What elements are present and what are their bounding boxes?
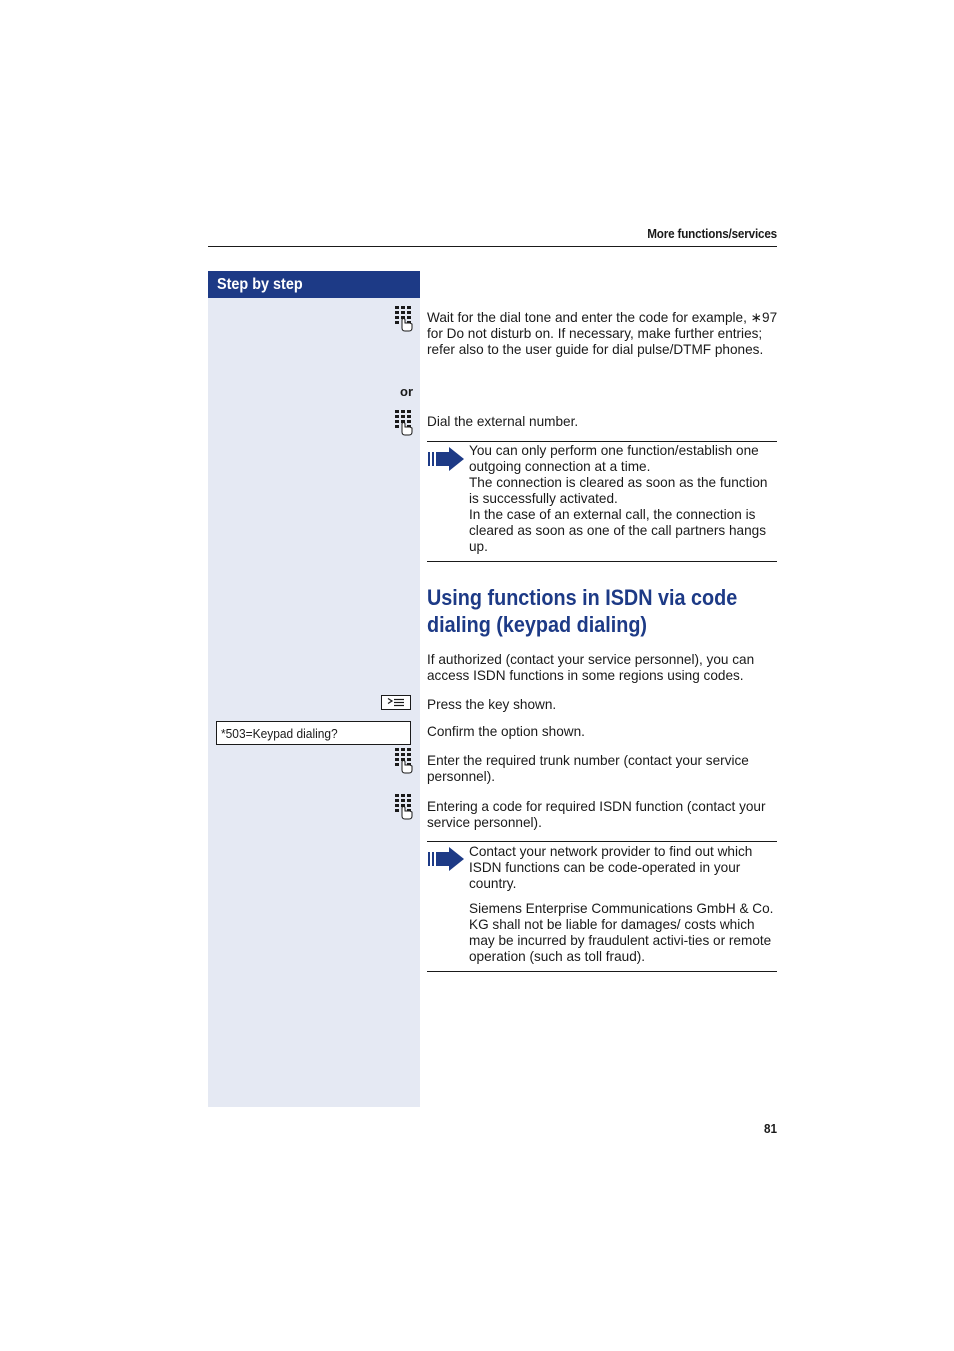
keypad-icon — [394, 794, 414, 820]
note-rule-top — [427, 841, 777, 842]
section-title: Using functions in ISDN via code dialing (keypad dialing) — [427, 585, 738, 637]
dial-code-text: Wait for the dial tone and enter the code for example, ∗97 for Do not disturb on. If necessary, make further entries; refer also to the user guide for dial pulse/DTMF phones. — [427, 310, 778, 357]
header-rule — [208, 246, 777, 247]
note2-paragraph-1: Contact your network provider to find out which ISDN functions can be code-operated in your country. — [469, 844, 753, 891]
option-box-keypad-dialing[interactable]: *503=Keypad dialing? — [216, 721, 411, 745]
dial-external-text: Dial the external number. — [427, 414, 579, 429]
note1-line-3: In the case of an external call, the connection is cleared as soon as one of the call partners hangs up. — [469, 507, 766, 554]
note-rule-top — [427, 441, 777, 442]
note-rule-bottom — [427, 971, 777, 972]
note-rule-bottom — [427, 561, 777, 562]
keypad-icon — [394, 748, 414, 774]
or-label: or — [400, 384, 413, 399]
section-intro: If authorized (contact your service personnel), you can access ISDN functions in some regions using codes. — [427, 652, 755, 683]
press-key-text: Press the key shown. — [427, 697, 557, 712]
enter-trunk-text: Enter the required trunk number (contact your service personnel). — [427, 753, 749, 784]
keypad-icon — [394, 410, 414, 436]
page-number: 81 — [763, 1121, 777, 1136]
keypad-icon — [394, 306, 414, 332]
sidebar-title: Step by step — [208, 271, 420, 298]
note2-paragraph-2: Siemens Enterprise Communications GmbH & Co. KG shall not be liable for damages/ costs which may be incurred by fraudulent activi-ties or remote operation (such as toll fraud). — [469, 901, 774, 964]
note-arrow-icon — [427, 447, 465, 471]
enter-code-text: Entering a code for required ISDN function (contact your service personnel). — [427, 799, 766, 830]
confirm-option-text: Confirm the option shown. — [427, 724, 585, 739]
note1-line-1: You can only perform one function/establish one outgoing connection at a time. — [469, 443, 759, 474]
note1-line-2: The connection is cleared as soon as the function is successfully activated. — [469, 475, 768, 506]
menu-key-icon — [381, 695, 411, 710]
running-title: More functions/services — [647, 226, 777, 241]
note-arrow-icon — [427, 847, 465, 871]
